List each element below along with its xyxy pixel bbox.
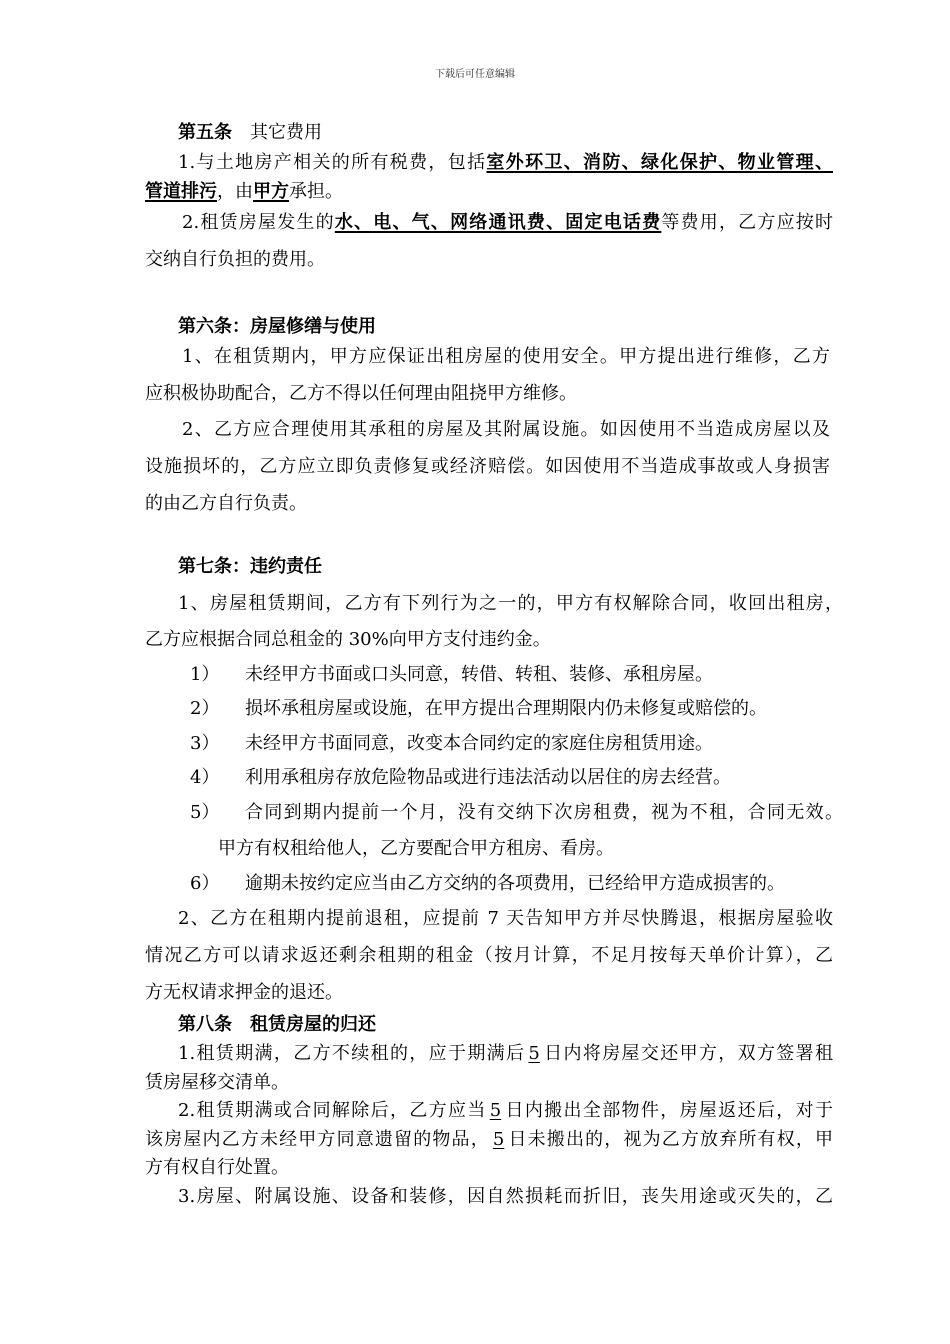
text-segment: 方有权自行处置。: [145, 1157, 289, 1178]
article-8-heading: [178, 1012, 376, 1038]
article-6-clause-1-line-2: 应积极协助配合，乙方不得以任何理由阻挠甲方维修。: [145, 383, 577, 404]
text-segment: 该房屋内乙方未经甲方同意遗留的物品，: [145, 1129, 490, 1150]
list-item-number: 4）: [190, 767, 220, 788]
list-item-text: 合同到期内提前一个月，没有交纳下次房租费，视为不租，合同无效。: [245, 802, 843, 823]
text-segment: 交纳自行负担的费用。: [145, 249, 325, 270]
text-segment: 2.租赁房屋发生的: [182, 212, 335, 233]
text-segment: 日内将房屋交还甲方，双方签署租: [542, 1043, 833, 1064]
list-item: [190, 731, 713, 757]
article-title: 其它费用: [250, 122, 322, 143]
text-segment: 日内搬出全部物件，房屋返还后，对于: [504, 1100, 833, 1121]
article-8-clause-2-line-2: [145, 1127, 833, 1153]
underlined-days-value: 5: [492, 1129, 505, 1150]
list-item-number: 5）: [190, 802, 220, 823]
list-item-number: 1）: [190, 664, 220, 685]
article-8-clause-1-line-2: [145, 1070, 289, 1096]
list-item-text: 利用承租房存放危险物品或进行违法活动以居住的房去经营。: [245, 767, 731, 788]
article-number: 第八条: [178, 1014, 232, 1035]
underlined-term: 室外环卫、消防、绿化保护、物业管理、: [486, 152, 833, 173]
text-segment: 1.租赁期满，乙方不续租的，应于期满后: [178, 1043, 526, 1064]
text-segment: ，由: [217, 181, 253, 202]
article-5-clause-2-line-1: [182, 210, 833, 236]
article-8-clause-3-line-1: 3.房屋、附属设施、设备和装修，因自然损耗而折旧，丧失用途或灭失的，乙: [178, 1186, 833, 1207]
article-6-clause-2-line-2: 设施损坏的，乙方应立即负责修复或经济赔偿。如因使用不当造成事故或人身损害: [145, 456, 830, 477]
article-title: 租赁房屋的归还: [250, 1014, 376, 1035]
text-segment: 承担。: [289, 181, 343, 202]
article-7-clause-1-line-1: 1、房屋租赁期间，乙方有下列行为之一的，甲方有权解除合同，收回出租房，: [178, 593, 843, 614]
article-7-clause-2-line-1: 2、乙方在租期内提前退租，应提前 7 天告知甲方并尽快腾退，根据房屋验收: [178, 908, 833, 929]
list-item-continuation: 甲方有权租给他人，乙方要配合甲方租房、看房。: [218, 838, 614, 859]
article-7-clause-1-line-2: 乙方应根据合同总租金的 30%向甲方支付违约金。: [145, 629, 551, 650]
article-8-clause-2-line-3: [145, 1155, 289, 1181]
article-5-clause-1-line-2: [145, 179, 343, 205]
underlined-term: 水、电、气、网络通讯费、固定电话费: [334, 212, 662, 233]
underlined-term: 管道排污: [145, 181, 217, 202]
article-8-clause-2-line-1: [178, 1098, 833, 1124]
article-6-clause-1-line-1: 1、在租赁期内，甲方应保证出租房屋的使用安全。甲方提出进行维修，乙方: [182, 346, 830, 367]
article-7-heading: 第七条：违约责任: [178, 556, 322, 577]
list-item: [190, 696, 767, 722]
article-6-clause-2-line-3: 的由乙方自行负责。: [145, 493, 307, 514]
list-item: [190, 871, 785, 897]
article-8-clause-1-line-1: [178, 1041, 833, 1067]
article-5-clause-2-line-2: [145, 247, 325, 273]
page-header: 下载后可任意编辑: [435, 69, 515, 80]
article-5-clause-1-line-1: [178, 150, 833, 176]
list-item: [190, 662, 713, 688]
article-6-heading: 第六条：房屋修缮与使用: [178, 316, 376, 337]
list-item: [190, 765, 731, 791]
list-item-number: 3）: [190, 733, 220, 754]
text-segment: 日未搬出的，视为乙方放弃所有权，甲: [507, 1129, 834, 1150]
list-item-text: 逾期未按约定应当由乙方交纳的各项费用，已经给甲方造成损害的。: [245, 873, 785, 894]
text-segment: 2.租赁期满或合同解除后，乙方应当: [178, 1100, 487, 1121]
underlined-term: 甲方: [253, 181, 289, 202]
list-item-text: 损坏承租房屋或设施，在甲方提出合理期限内仍未修复或赔偿的。: [245, 698, 767, 719]
list-item: [190, 800, 843, 826]
article-6-clause-2-line-1: 2、乙方应合理使用其承租的房屋及其附属设施。如因使用不当造成房屋以及: [182, 419, 830, 440]
text-segment: 赁房屋移交清单。: [145, 1072, 289, 1093]
article-5-heading: [178, 120, 322, 146]
list-item-number: 2）: [190, 698, 220, 719]
underlined-days-value: 5: [489, 1100, 502, 1121]
underlined-days-value: 5: [528, 1043, 540, 1064]
article-number: 第五条: [178, 122, 232, 143]
list-item-text: 未经甲方书面或口头同意，转借、转租、装修、承租房屋。: [245, 664, 713, 685]
text-segment: 等费用，乙方应按时: [661, 212, 833, 233]
text-segment: 1.与土地房产相关的所有税费，包括: [178, 152, 487, 173]
article-7-clause-2-line-2: 情况乙方可以请求返还剩余租期的租金（按月计算，不足月按每天单价计算），乙: [145, 945, 833, 966]
list-item-text: 未经甲方书面同意，改变本合同约定的家庭住房租赁用途。: [245, 733, 713, 754]
article-7-clause-2-line-3: 方无权请求押金的退还。: [145, 982, 343, 1003]
list-item-number: 6）: [190, 873, 220, 894]
